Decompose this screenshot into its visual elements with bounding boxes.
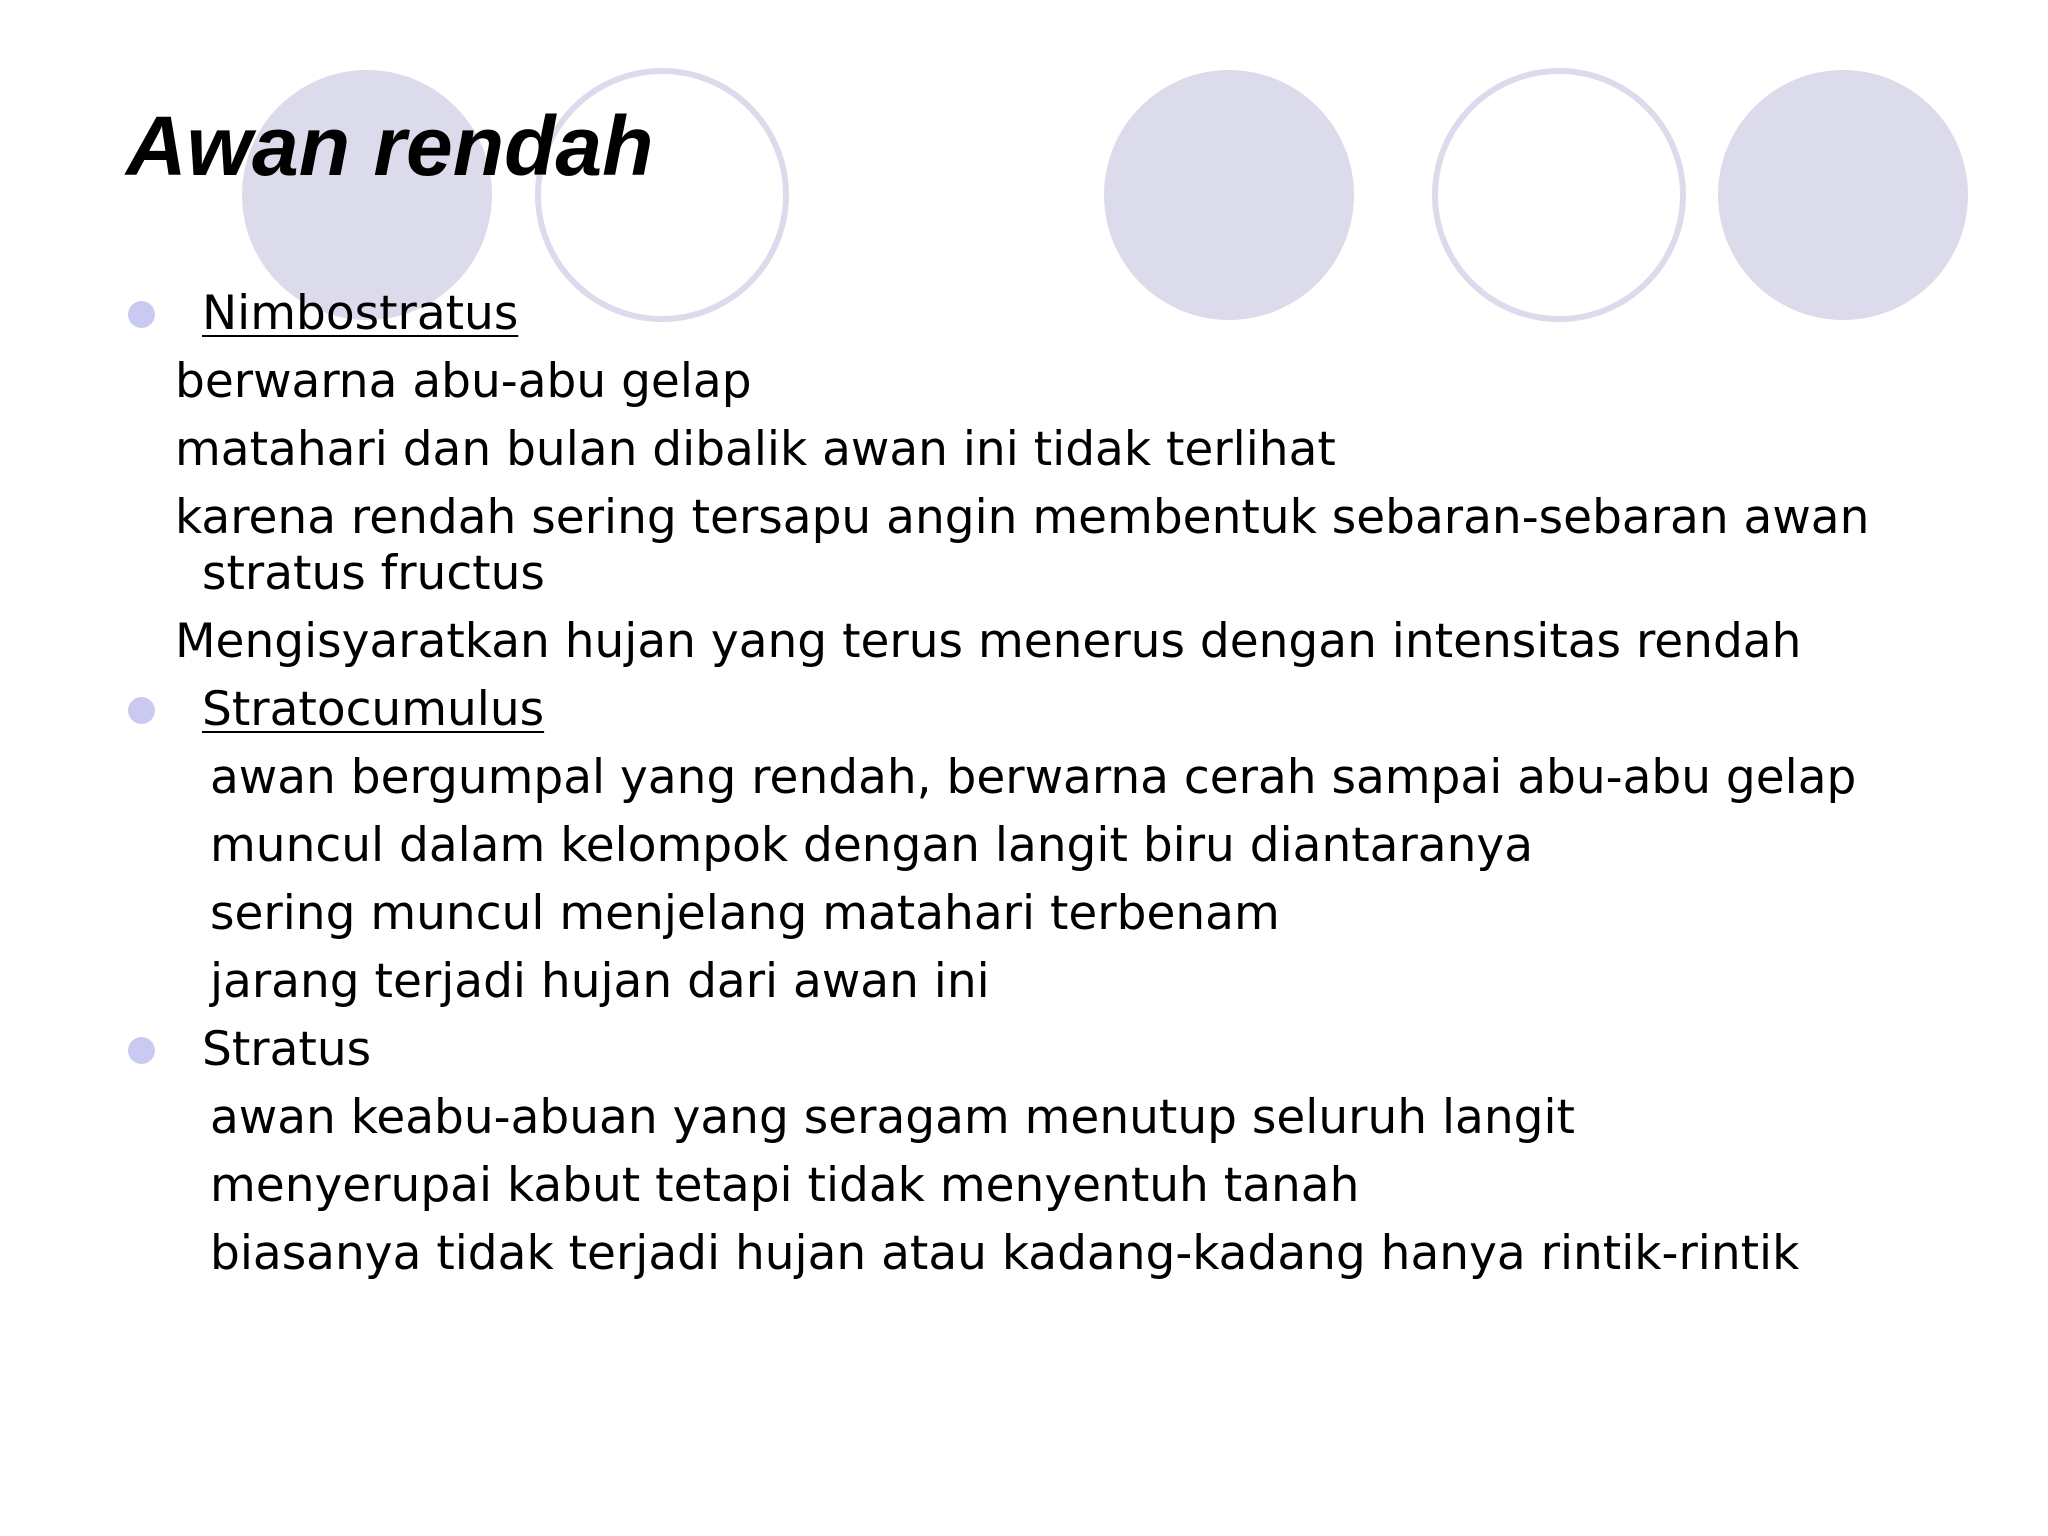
slide-body (126, 280, 1986, 1288)
sub-line: karena rendah sering tersapu angin membentuk sebaran-sebaran awan stratus fructus (175, 490, 1870, 601)
bullet-item-stratocumulus (126, 676, 1986, 744)
sub-line: Mengisyaratkan hujan yang terus menerus dengan intensitas rendah (175, 614, 1802, 669)
bullet-heading: Stratocumulus (202, 682, 545, 737)
sub-line: berwarna abu-abu gelap (175, 354, 752, 409)
bullet-icon (128, 1037, 155, 1064)
sub-line: awan bergumpal yang rendah, berwarna cerah sampai abu-abu gelap (210, 750, 1857, 805)
sub-line: matahari dan bulan dibalik awan ini tidak terlihat (175, 422, 1336, 477)
sub-line: jarang terjadi hujan dari awan ini (210, 954, 990, 1009)
bullet-heading: Stratus (202, 1022, 372, 1077)
bullet-heading: Nimbostratus (202, 286, 519, 341)
sub-line: awan keabu-abuan yang seragam menutup seluruh langit (210, 1090, 1575, 1145)
bullet-item-stratus (126, 1016, 1986, 1084)
sub-line: sering muncul menjelang matahari terbenam (210, 886, 1280, 941)
bullet-item-nimbostratus (126, 280, 1986, 348)
slide-title: Awan rendah (126, 99, 654, 193)
bullet-icon (128, 301, 155, 328)
sub-line: biasanya tidak terjadi hujan atau kadang-kadang hanya rintik-rintik (210, 1226, 1800, 1281)
sub-line: menyerupai kabut tetapi tidak menyentuh tanah (210, 1158, 1360, 1213)
bullet-icon (128, 697, 155, 724)
sub-line: muncul dalam kelompok dengan langit biru diantaranya (210, 818, 1533, 873)
